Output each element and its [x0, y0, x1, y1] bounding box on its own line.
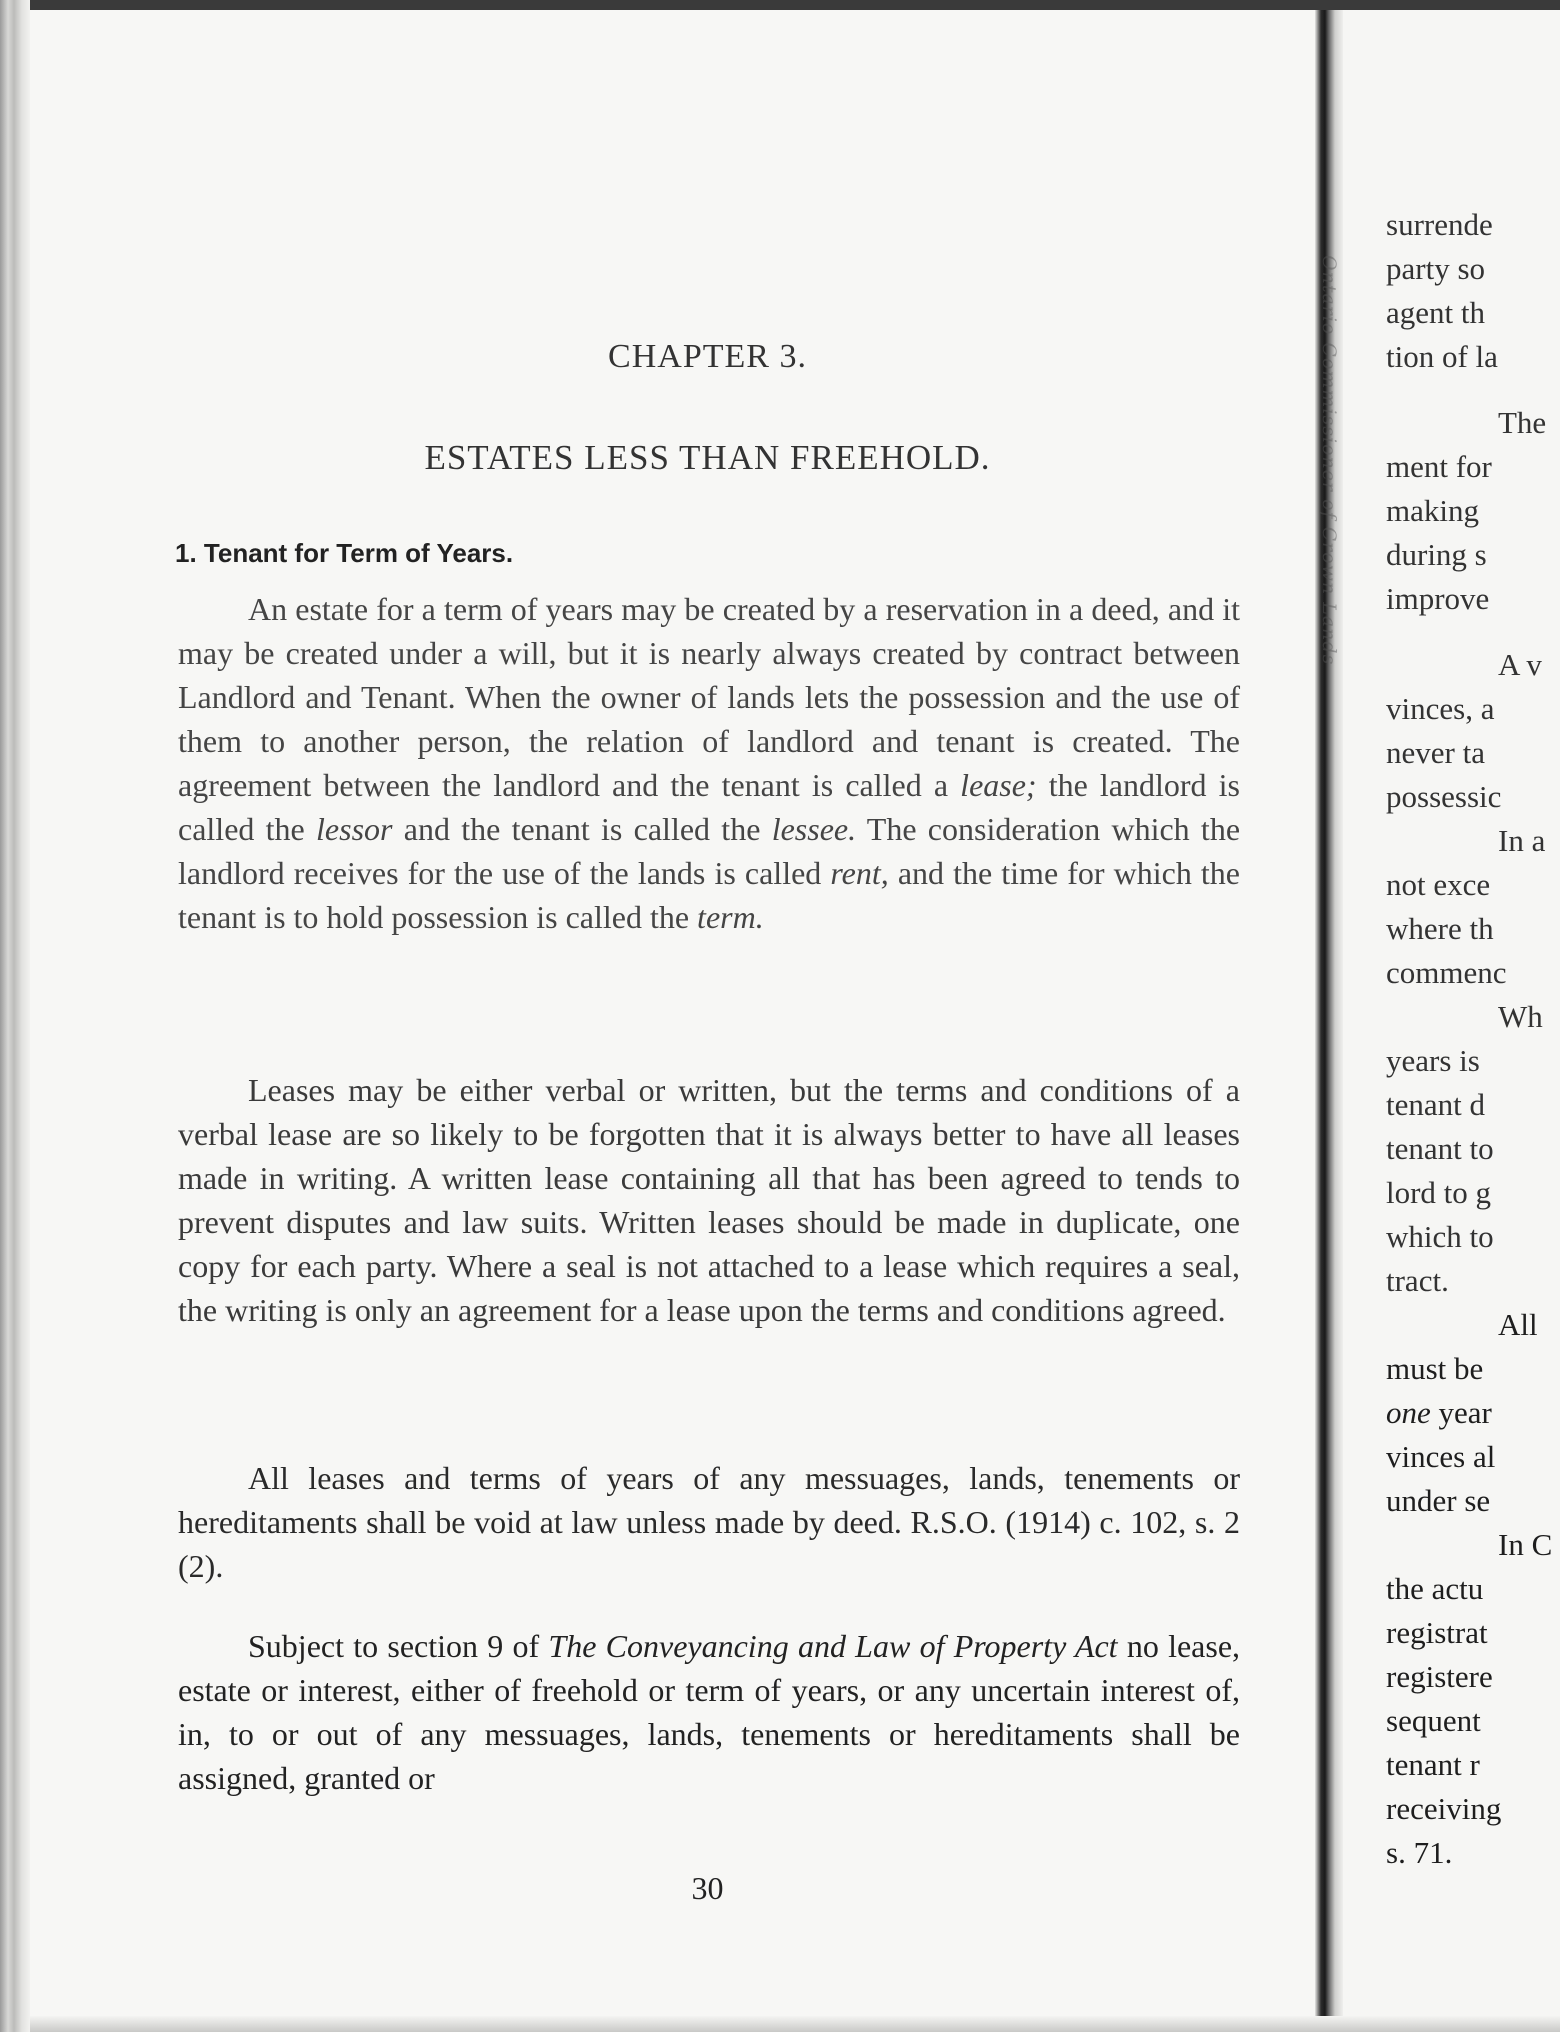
right-line: A v [1498, 647, 1542, 682]
right-line: lord to g [1386, 1175, 1492, 1210]
right-line: improve [1386, 581, 1490, 616]
right-line: making [1386, 493, 1479, 528]
right-line: surrende [1386, 207, 1493, 242]
para1-text-4: The consideration which the landlord receives for the use of the lands is called [178, 811, 1241, 891]
para1-text-3: and the tenant is called the [392, 811, 772, 847]
right-line: tract. [1386, 1263, 1449, 1298]
right-line: vinces, a [1386, 691, 1495, 726]
right-line: tion of la [1386, 339, 1498, 374]
right-line: tenant to [1386, 1131, 1494, 1166]
section-heading: 1. Tenant for Term of Years. [175, 538, 514, 568]
para1-text-2: the landlord is called the [178, 767, 1241, 847]
right-line: must be [1386, 1351, 1484, 1386]
para1-text-5: and the time for which the tenant is to hold possession is called the [178, 855, 1241, 935]
right-line: the actu [1386, 1571, 1484, 1606]
spine-stamp: Ontario Commissioner of Crown Lands [1318, 255, 1340, 666]
right-line: party so [1386, 251, 1486, 286]
term-lessee: lessee. [771, 811, 857, 847]
page-number: 30 [691, 1870, 724, 1906]
right-line: agent th [1386, 295, 1485, 330]
right-line: sequent [1386, 1703, 1481, 1738]
right-line: commenc [1386, 955, 1507, 990]
right-line: tenant r [1386, 1747, 1480, 1782]
para4-text-2: no lease, estate or interest, either of freehold or term of years, or any uncertain interest of, in, to or out of any messuages, lands, tenements or hereditaments shall be assigned, granted or [178, 1628, 1241, 1796]
right-line: All [1498, 1307, 1538, 1342]
right-line: vinces al [1386, 1439, 1496, 1474]
term-term: term. [697, 899, 764, 935]
right-line [1386, 1391, 1560, 1435]
right-line: which to [1386, 1219, 1494, 1254]
right-line: s. 71. [1386, 1835, 1453, 1870]
right-line-italic: one [1386, 1395, 1431, 1430]
right-line: under se [1386, 1483, 1491, 1518]
right-line: receiving [1386, 1791, 1502, 1826]
right-line: registere [1386, 1659, 1493, 1694]
right-line: possessic [1386, 779, 1502, 814]
right-line: where th [1386, 911, 1494, 946]
right-line-rest: year [1430, 1395, 1492, 1430]
act-title: The Conveyancing and Law of Property Act [548, 1628, 1118, 1664]
right-line: registrat [1386, 1615, 1488, 1650]
book-left-edge [0, 0, 30, 2032]
right-line: years is [1386, 1043, 1480, 1078]
right-line: The [1498, 405, 1547, 440]
scan-bottom-edge [30, 2016, 1560, 2032]
right-line: not exce [1386, 867, 1491, 902]
paragraph-subject-section-9 [178, 1624, 1240, 1800]
paragraph-tenant-term [178, 587, 1240, 939]
right-line: tenant d [1386, 1087, 1485, 1122]
para4-text-1: Subject to section 9 of [248, 1628, 549, 1664]
paragraph-leases-void: All leases and terms of years of any messuages, lands, tenements or hereditaments shall be void at law unless made by deed. R.S.O. (1914) c. 102, s. 2 (2). [178, 1460, 1240, 1584]
right-page-text [1386, 203, 1560, 1875]
right-line: ment for [1386, 449, 1492, 484]
paragraph-verbal-written: Leases may be either verbal or written, but the terms and conditions of a verbal lease are so likely to be forgotten that it is always better to have all leases made in writing. A written lease containing all that has been agreed to tends to prevent disputes and law suits. Written leases should be made in duplicate, one copy for each party. Where a seal is not attached to a lease which requires a seal, the writing is only an agreement for a lease upon the terms and conditions agreed. [178, 1072, 1240, 1328]
right-line: Wh [1498, 999, 1543, 1034]
chapter-heading: CHAPTER 3. [608, 338, 807, 375]
term-rent: rent, [830, 855, 889, 891]
right-line: during s [1386, 537, 1487, 572]
right-line: never ta [1386, 735, 1485, 770]
term-lease: lease; [960, 767, 1037, 803]
chapter-title: ESTATES LESS THAN FREEHOLD. [424, 438, 991, 477]
scan-top-edge [0, 0, 1560, 10]
term-lessor: lessor [316, 811, 393, 847]
para1-text-1: An estate for a term of years may be created by a reservation in a deed, and it may be created under a will, but it is nearly always created by contract between Landlord and Tenant. When the owner of lands lets the possession and the use of them to another person, the relation of landlord and tenant is created. The agreement between the landlord and the tenant is called a [178, 591, 1240, 803]
right-line: In C [1498, 1527, 1553, 1562]
right-line: In a [1498, 823, 1546, 858]
